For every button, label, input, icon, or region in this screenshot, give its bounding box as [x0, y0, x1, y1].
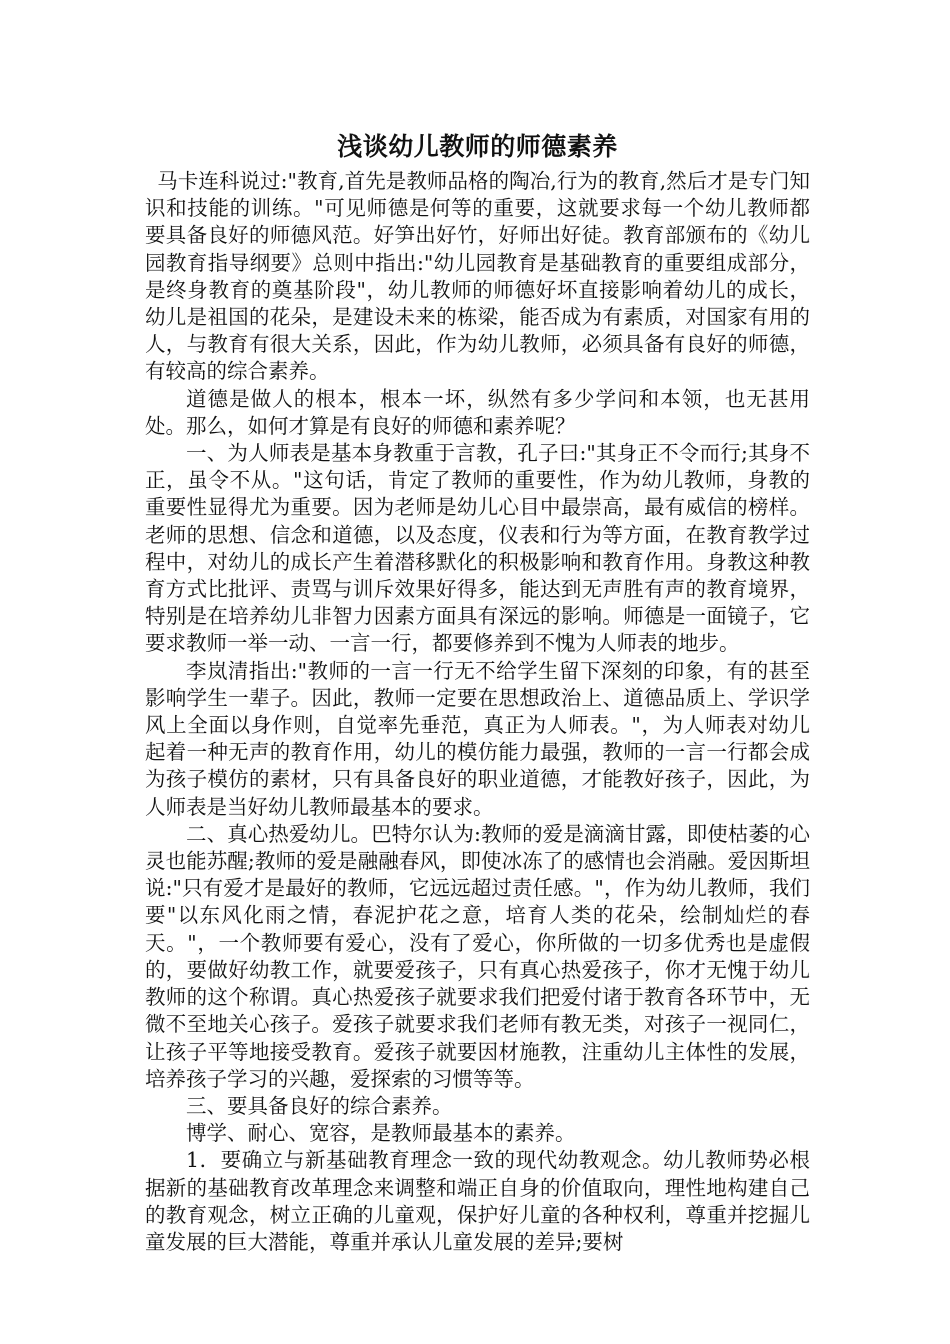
paragraph-li-lanqing: 李岚清指出:"教师的一言一行无不给学生留下深刻的印象，有的甚至影响学生一辈子。因此，教师一定要在思想政治上、道德品质上、学识学风上全面以身作则，自觉率先垂范，真正为人师表。"，为人师表对幼儿起着一种无声的教育作用，幼儿的模仿能力最强，教师的一言一行都会成为孩子模仿的素材，只有具备良好的职业道德，才能教好孩子，因此，为人师表是当好幼儿教师最基本的要求。 [145, 658, 810, 819]
paragraph-section-three-heading: 三、要具备良好的综合素养。 [186, 1093, 453, 1118]
paragraph-intro: 马卡连科说过:"教育,首先是教师品格的陶冶,行为的教育,然后才是专门知识和技能的训练。"可见师德是何等的重要，这就要求每一个幼儿教师都要具备良好的师德风范。好笋出好竹，好师出好徒。教育部颁布的《幼儿园教育指导纲要》总则中指出:"幼儿园教育是基础教育的重要组成部分，是终身教育的奠基阶段"，幼儿教师的师德好坏直接影响着幼儿的成长，幼儿是祖国的花朵，是建设未来的栋梁，能否成为有素质，对国家有用的人，与教育有很大关系，因此，作为幼儿教师，必须具备有良好的师德，有较高的综合素养。 [145, 169, 810, 384]
paragraph-section-two: 二、真心热爱幼儿。巴特尔认为:教师的爱是滴滴甘露，即使枯萎的心灵也能苏醒;教师的爱是融融春风，即使冰冻了的感情也会消融。爱因斯坦说:"只有爱才是最好的教师，它远远超过责任感。"，作为幼儿教师，我们要"以东风化雨之情，春泥护花之意，培育人类的花朵，绘制灿烂的春天。"，一个教师要有爱心，没有了爱心，你所做的一切多优秀也是虚假的，要做好幼教工作，就要爱孩子，只有真心热爱孩子，你才无愧于幼儿教师的这个称谓。真心热爱孩子就要求我们把爱付诸于教育各环节中，无微不至地关心孩子。爱孩子就要求我们老师有教无类，对孩子一视同仁，让孩子平等地接受教育。爱孩子就要因材施教，注重幼儿主体性的发展，培养孩子学习的兴趣，爱探索的习惯等等。 [145, 821, 810, 1091]
paragraph-morality: 道德是做人的根本，根本一坏，纵然有多少学问和本领，也无甚用处。那么，如何才算是有良好的师德和素养呢？ [145, 386, 810, 438]
document-title: 浅谈幼儿教师的师德素养 [337, 132, 618, 161]
paragraph-basic-qualities: 博学、耐心、宽容，是教师最基本的素养。 [186, 1121, 576, 1146]
paragraph-point-one: 1．要确立与新基础教育理念一致的现代幼教观念。幼儿教师势必根据新的基础教育改革理念来调整和端正自身的价值取向，理性地构建自己的教育观念，树立正确的儿童观，保护好儿童的各种权利，尊重并挖掘儿童发展的巨大潜能，尊重并承认儿童发展的差异;要树 [145, 1148, 810, 1254]
document-page [145, 128, 810, 1256]
paragraph-section-one: 一、为人师表是基本身教重于言教，孔子曰:"其身正不令而行;其身不正，虽令不从。"这句话，肯定了教师的重要性，作为幼儿教师，身教的重要性显得尤为重要。因为老师是幼儿心目中最崇高，最有威信的榜样。老师的思想、信念和道德，以及态度，仪表和行为等方面，在教育教学过程中，对幼儿的成长产生着潜移默化的积极影响和教育作用。身教这种教育方式比批评、责骂与训斥效果好得多，能达到无声胜有声的教育境界，特别是在培养幼儿非智力因素方面具有深远的影响。师德是一面镜子，它要求教师一举一动、一言一行，都要修养到不愧为人师表的地步。 [145, 441, 810, 656]
